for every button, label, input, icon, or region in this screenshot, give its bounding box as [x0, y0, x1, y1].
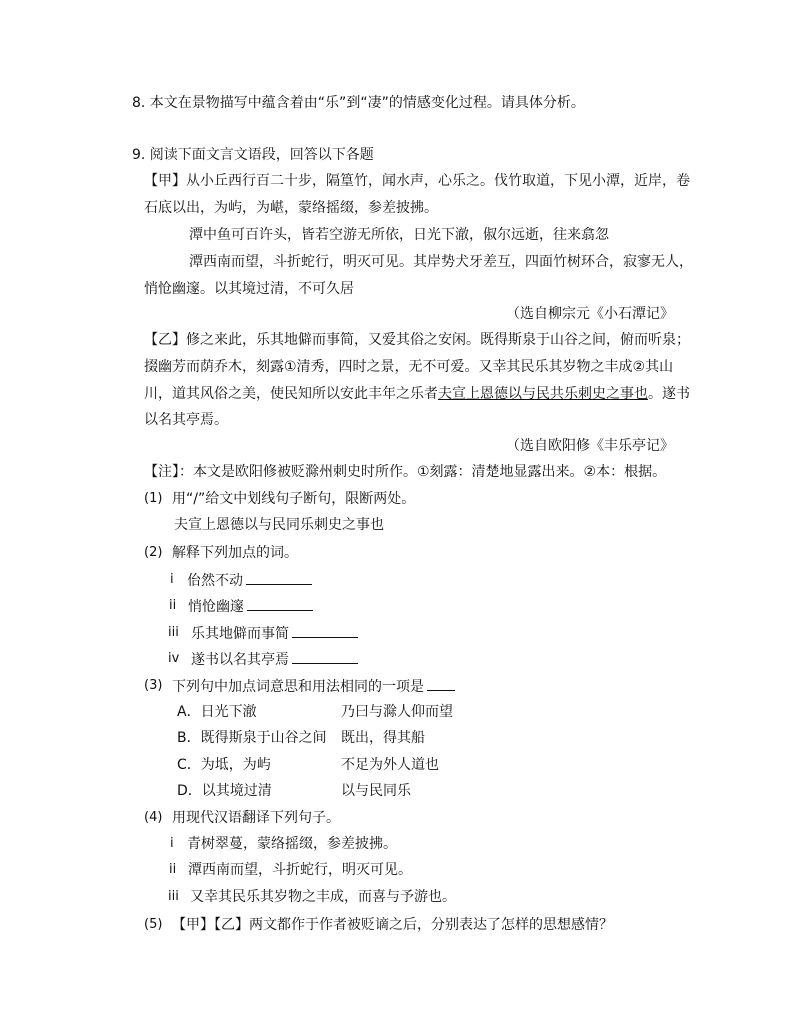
option-b: B．既得斯泉于山谷之间: [177, 730, 327, 746]
sub2-item-text: 悄怆幽邃: [188, 599, 244, 615]
option-a: A．日光下澈: [177, 704, 257, 720]
sub4-text: 用现代汉语翻译下列句子。: [172, 810, 340, 826]
answer-blank[interactable]: [292, 650, 358, 664]
yi-line-3-tail: 。遂书: [648, 386, 690, 402]
sub4-item-num: iii: [168, 889, 179, 904]
jia-line-4: 潭西南而望，斗折蛇行，明灭可见。其岸势犬牙差互，四面竹树环合，寂寥无人，: [189, 254, 693, 270]
sub4-item-text: 潭西南而望，斗折蛇行，明灭可见。: [188, 862, 412, 878]
option-b-compare: 既出，得其船: [341, 730, 425, 746]
sub1-sentence: 夫宣上恩德以与民同乐刺史之事也: [174, 517, 384, 533]
sub1-label: (1): [144, 491, 163, 506]
sub2-item-text: 佁然不动: [187, 573, 243, 589]
yi-line-1: 【乙】修之来此，乐其地僻而事简，又爱其俗之安闲。既得斯泉于山谷之间，俯而听泉；: [144, 332, 690, 348]
answer-blank[interactable]: [246, 571, 312, 585]
option-d-compare: 以与民同乐: [341, 783, 411, 799]
answer-blank[interactable]: [292, 624, 358, 638]
sub5-label: (5): [144, 917, 163, 932]
sub2-item-text: 遂书以名其亭焉: [191, 652, 289, 668]
answer-blank[interactable]: [427, 677, 455, 691]
jia-source: （选自柳宗元《小石潭记》: [506, 306, 674, 322]
sub2-item-num: iv: [168, 651, 180, 666]
sub2-text: 解释下列加点的词。: [172, 545, 298, 561]
option-a-compare: 乃曰与滁人仰而望: [341, 704, 453, 720]
sub3-text-content: 下列句中加点词意思和用法相同的一项是: [172, 679, 424, 695]
sub2-item: [191, 650, 358, 669]
yi-line-3-text: 川，道其风俗之美，使民知所以安此丰年之乐者: [144, 386, 438, 402]
jia-line-1: 【甲】从小丘西行百二十步，隔篁竹，闻水声，心乐之。伐竹取道，下见小潭，近岸，卷: [144, 173, 690, 189]
jia-line-3: 潭中鱼可百许头，皆若空游无所依，日光下澈，俶尔远逝，往来翕忽: [189, 227, 609, 243]
note: 【注】：本文是欧阳修被贬滁州刺史时所作。①刻露：清楚地显露出来。②本：根据。: [144, 464, 667, 480]
sub2-item-text: 乐其地僻而事简: [191, 626, 289, 642]
sub3-label: (3): [144, 678, 163, 693]
sub4-item-text: 又幸其民乐其岁物之丰成，而喜与予游也。: [190, 889, 456, 905]
sub2-item-num: ii: [169, 598, 177, 613]
sub2-item: [188, 597, 313, 616]
answer-blank[interactable]: [247, 597, 313, 611]
option-c-compare: 不足为外人道也: [341, 757, 439, 773]
sub2-item: [187, 571, 312, 590]
sub5-text: 【甲】【乙】两文都作于作者被贬谪之后，分别表达了怎样的思想感情？: [172, 917, 613, 933]
yi-line-2: 掇幽芳而荫乔木，刻露①清秀，四时之景，无不可爱。又幸其民乐其岁物之丰成②其山: [144, 359, 674, 375]
sub4-label: (4): [144, 810, 163, 825]
jia-line-5: 悄怆幽邃。以其境过清，不可久居: [144, 281, 354, 297]
underlined-sentence: 夫宣上恩德以与民共乐刺史之事也: [438, 386, 648, 402]
yi-line-4: 以名其亭焉。: [144, 412, 228, 428]
sub2-label: (2): [144, 545, 163, 560]
option-c: C．为坻，为屿: [177, 757, 271, 773]
option-d: D．以其境过清: [177, 783, 272, 799]
sub2-item-num: i: [170, 572, 174, 587]
sub2-item-num: iii: [168, 625, 179, 640]
jia-line-2: 石底以出，为屿，为嵁，蒙络摇缀，参差披拂。: [144, 200, 438, 216]
question-8: 8. 本文在景物描写中蕴含着由“乐”到“凄”的情感变化过程。请具体分析。: [132, 95, 585, 111]
sub4-item-num: i: [170, 836, 174, 851]
sub3-text: [172, 677, 455, 696]
sub2-item: [191, 624, 358, 643]
sub4-item-text: 青树翠蔓，蒙络摇缀，参差披拂。: [187, 836, 397, 852]
sub1-text: 用“/”给文中划线句子断句，限断两处。: [172, 491, 416, 507]
yi-line-3: [144, 385, 690, 403]
sub4-item-num: ii: [169, 862, 177, 877]
yi-source: （选自欧阳修《丰乐亭记》: [506, 438, 674, 454]
question-9-heading: 9. 阅读下面文言文语段，回答以下各题: [132, 147, 374, 163]
